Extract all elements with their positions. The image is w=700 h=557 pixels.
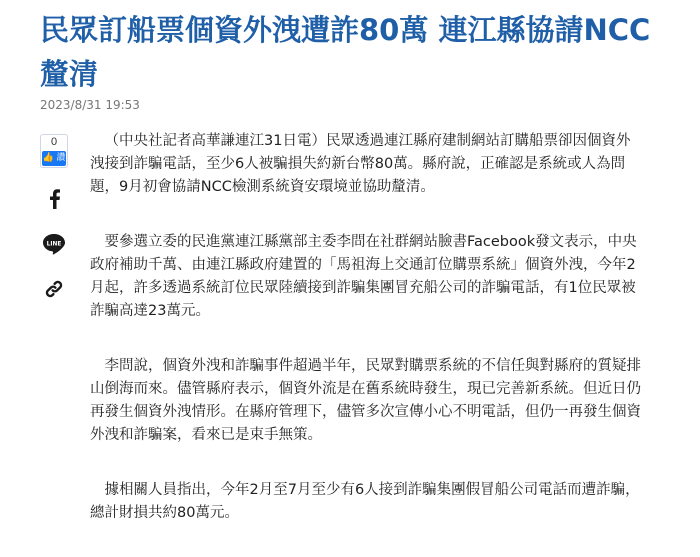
like-label: 👍 讚 [42, 151, 66, 166]
line-share-button[interactable] [41, 231, 67, 257]
svg-text:LINE: LINE [46, 241, 62, 248]
article-paragraph: 李問說，個資外洩和詐騙事件超過半年，民眾對購票系統的不信任與對縣府的質疑排山倒海而來。儘管縣府表示，個資外流是在舊系統時發生，現已完善新系統。但近日仍再發生個資外洩情形。在縣府管理下，儘管多次宣傳小心不明電話，但仍一再發生個資外洩和詐騙案，看來已是束手無策。 [90, 358, 641, 443]
article-title: 民眾訂船票個資外洩遭詐80萬 連江縣協請NCC釐清 [40, 13, 651, 91]
publish-datetime: 2023/8/31 19:53 [40, 98, 140, 112]
facebook-icon [46, 189, 62, 209]
link-icon [44, 279, 64, 299]
like-count: 0 [50, 136, 58, 148]
article-paragraph: （中央社記者高華謙連江31日電）民眾透過連江縣府建制網站訂購船票卻因個資外洩接到詐騙電話，至少6人被騙損失約新台幣80萬。縣府說，正確認是系統或人為問題，9月初會協請NCC檢測系統資安環境並協助釐清。 [90, 133, 631, 195]
line-icon [42, 233, 66, 255]
copy-link-button[interactable] [41, 276, 67, 302]
facebook-share-button[interactable] [41, 186, 67, 212]
facebook-like-button[interactable] [40, 134, 68, 168]
article-paragraph: 要參選立委的民進黨連江縣黨部主委李問在社群網站臉書Facebook發文表示，中央政府補助千萬、由連江縣政府建置的「馬祖海上交通訂位購票系統」個資外洩，今年2月起，許多透過系統訂位民眾陸續接到詐騙集團冒充船公司的詐騙電話，有1位民眾被詐騙高達23萬元。 [90, 234, 637, 319]
article-paragraph: 據相關人員指出，今年2月至7月至少有6人接到詐騙集團假冒船公司電話而遭詐騙，總計財損共約80萬元。 [90, 482, 640, 521]
article-body [90, 130, 642, 557]
